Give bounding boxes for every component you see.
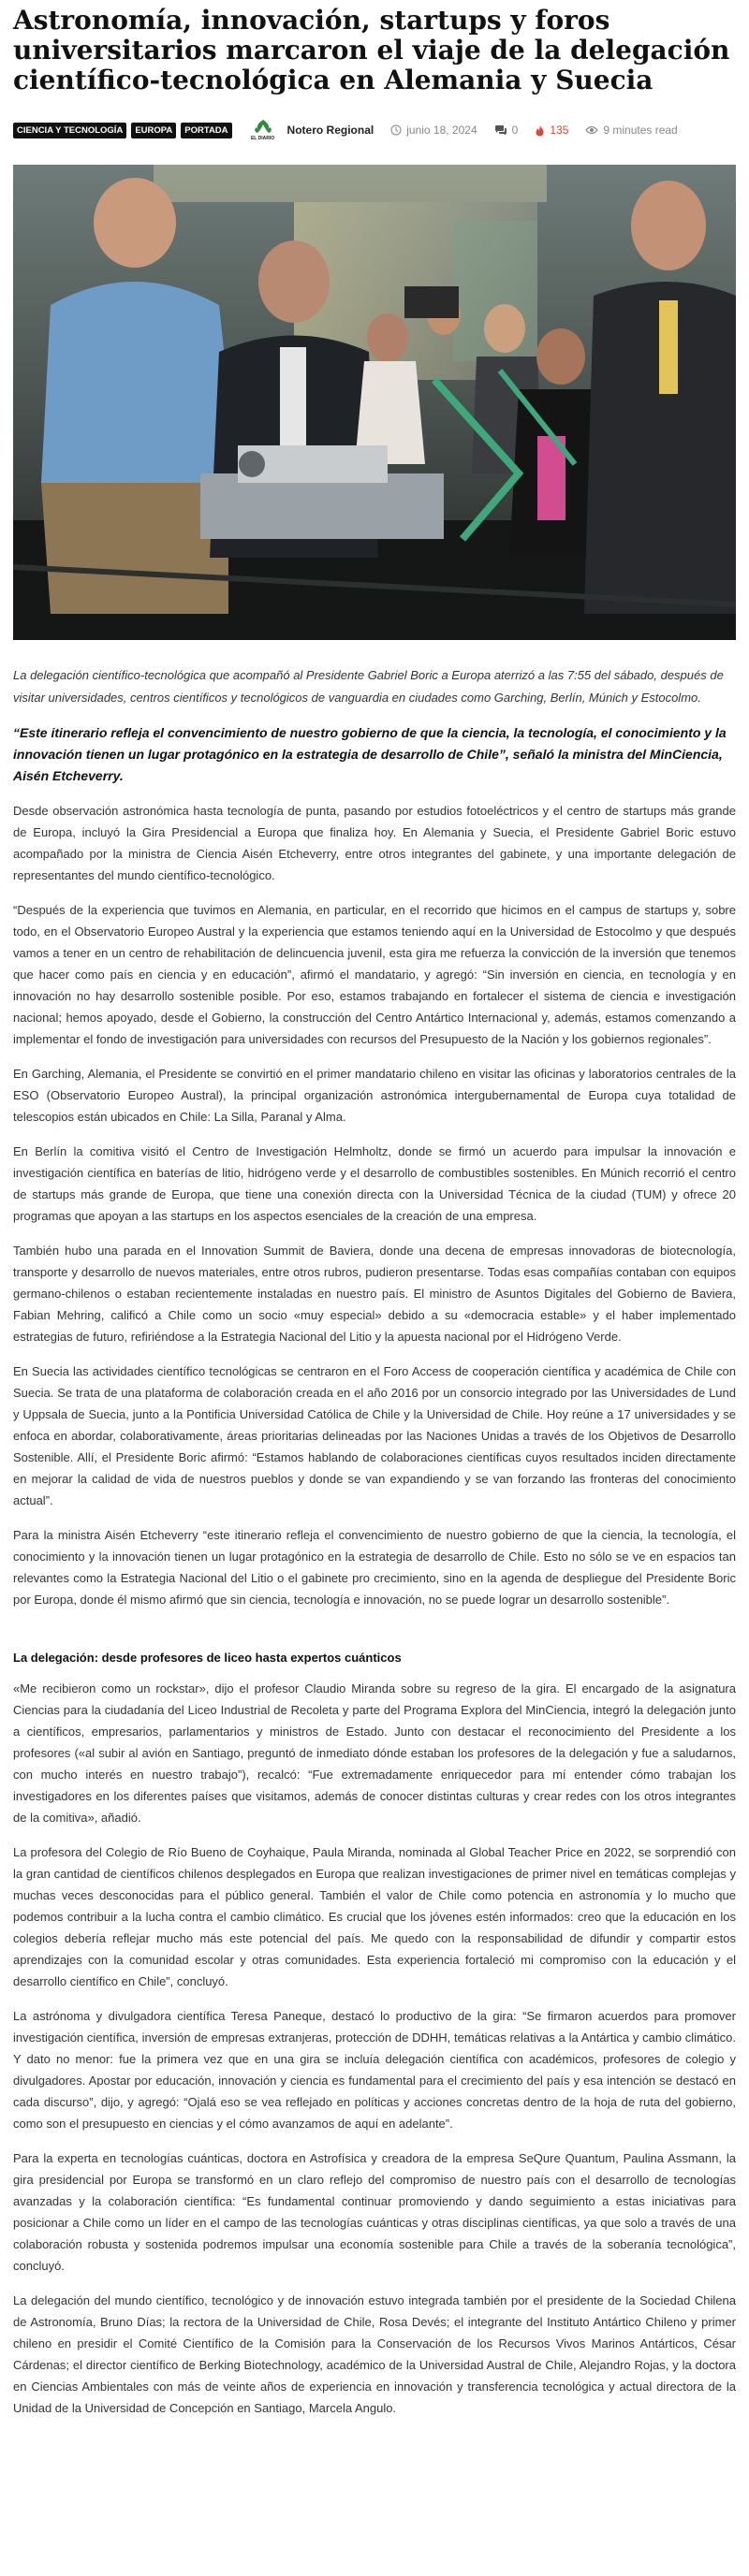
comment-count: 0 xyxy=(511,124,519,137)
photo-caption: La delegación científico-tecnológica que acompañó al Presidente Gabriel Boric a Europa aterrizó a las 7:55 del sábado, después de visitar universidades, centros científicos y tecnológicos de vanguardia en ciudades como Garching, Berlín, Múnich y Estocolmo. xyxy=(13,668,724,705)
paragraph: Desde observación astronómica hasta tecnología de punta, pasando por estudios fotoeléctricos y el centro de startups más grande de Europa, incluyó la Gira Presidencial a Europa que finaliza hoy. En Alemania y Suecia, el Presidente Gabriel Boric estuvo acompañado por la ministra de Ciencia Aisén Etcheverry, entre otros integrantes del gabinete, y una importante delegación de representantes del mundo científico-tecnológico. xyxy=(13,804,736,882)
date xyxy=(390,124,477,137)
date-text: junio 18, 2024 xyxy=(406,124,477,137)
paragraph: La astrónoma y divulgadora científica Teresa Paneque, destacó lo productivo de la gira: “Se firmaron acuerdos para promover investigación científica, inversión de empresas extranjeras, protección de DDHH, temáticas relativas a la Antártica y cambio climático. Y dato no menor: fue la primera vez que en una gira se incluía delegación científica con académicos, profesores de colegio y divulgadores. Apostar por educación, innovación y ciencia es fundamental para el crecimiento del país y esa intención se destacó en cada discurso”, dijo, y agregó: “Ojalá eso se vea reflejado en políticas y acciones concretas dentro de la hoja de ruta del gobierno, como son el presupuesto en ciencias y el cómo avanzamos de aquí en adelante”. xyxy=(13,2009,736,2131)
article xyxy=(13,0,736,2419)
paragraph: En Suecia las actividades científico tecnológicas se centraron en el Foro Access de cooperación científica y académica de Chile con Suecia. Se trata de una plataforma de colaboración creada en el año 2016 por un consorcio integrado por las Universidades de Lund y Uppsala de Suecia, junto a la Pontificia Universidad Católica de Chile y la Universidad de Chile. Hoy reúne a 17 universidades y se enfoca en abordar, colaborativamente, áreas prioritarias delineadas por las Naciones Unidas a través de los Objetivos de Desarrollo Sostenible. Allí, el Presidente Boric afirmó: “Estamos hablando de colaboraciones científicas cuyos resultados inciden directamente en mejorar la calidad de vida de nuestros pueblos y donde se van expandiendo y se van forzando las fronteras del conocimiento actual”. xyxy=(13,1364,736,1507)
view-count: 135 xyxy=(550,124,569,137)
paragraph: Para la experta en tecnologías cuánticas, doctora en Astrofísica y creadora de la empresa SeQure Quantum, Paulina Assmann, la gira presidencial por Europa se transformó en un claro reflejo del compromiso de nuestro país con el desarrollo de tecnologías avanzadas y la colaboración científica: “Es fundamental continuar promoviendo y dando seguimiento a estas iniciativas para posicionar a Chile como un líder en el campo de las tecnologías cuánticas y otras disciplinas científicas, ya que solo a través de una colaboración robusta y sostenida podremos impulsar una economía sostenible para Chile a través de la soberanía tecnológica”, concluyó. xyxy=(13,2151,736,2273)
tag-europa[interactable]: EUROPA xyxy=(131,123,176,138)
lead-quote-text: “Este itinerario refleja el convencimiento de nuestro gobierno de que la ciencia, la tecnología, el conocimiento y la innovación tienen un lugar protagónico en la estrategia de desarrollo de Chile” xyxy=(13,725,727,762)
paragraph: La delegación del mundo científico, tecnológico y de innovación estuvo integrada también por el presidente de la Sociedad Chilena de Astronomía, Bruno Días; la rectora de la Universidad de Chile, Rosa Devés; el integrante del Instituto Antártico Chileno y primer chileno en presidir el Comité Científico de la Comisión para la Conservación de los Recursos Vivos Marinos Antárticos, César Cárdenas; el director científico de Berking Biotechnology, académico de la Universidad Austral de Chile, Alejandro Rojas, y la doctora en Ciencias Ambientales con más de veinte años de experiencia en innovación y transferencia tecnológica y actual directora de la Unidad de la Universidad de Concepción en Santiago, Marcela Angulo. xyxy=(13,2293,736,2415)
tag-ciencia[interactable]: CIENCIA Y TECNOLOGÍA xyxy=(13,123,126,138)
article-photo[interactable] xyxy=(13,165,736,640)
read-time-text: 9 minutes read xyxy=(603,124,678,137)
article-meta xyxy=(13,118,736,142)
eye-icon xyxy=(585,125,598,135)
paragraph: En Garching, Alemania, el Presidente se convirtió en el primer mandatario chileno en visitar las oficinas y laboratorios centrales de la ESO (Observatorio Europeo Austral), la principal organización astronómica intergubernamental de Europa cuya totalidad de telescopios están ubicados en Chile: La Silla, Paranal y Alma. xyxy=(13,1067,736,1124)
comment-icon xyxy=(494,124,507,136)
paragraph: La profesora del Colegio de Río Bueno de Coyhaique, Paula Miranda, nominada al Global Teacher Price en 2022, se sorprendió con la gran cantidad de científicos chilenos desplegados en Europa que realizan investigaciones de primer nivel en temáticas complejas y muchas veces desconocidas para el público general. También el valor de Chile como potencia en astronomía y lo mucho que podemos contribuir a la lucha contra el cambio climático. Es crucial que los jóvenes estén informados: creo que la educación en los colegios debería reflejar mucho más este potencial del país. Me quedo con la responsabilidad de difundir y compartir estos aprendizajes con la comunidad escolar y otras comunidades. Esta experiencia fortaleció mi compromiso con la educación y el desarrollo científico en Chile”, concluyó. xyxy=(13,1845,736,1988)
tag-portada[interactable]: PORTADA xyxy=(181,123,231,138)
article-title: Astronomía, innovación, startups y foros universitarios marcaron el viaje de la delegación científico-tecnológica en Alemania y Suecia xyxy=(13,5,730,95)
views xyxy=(535,124,568,137)
section-heading: La delegación: desde profesores de liceo hasta expertos cuánticos xyxy=(13,1651,402,1665)
publisher-logo-text: EL DIARIO xyxy=(250,136,275,141)
paragraph: En Berlín la comitiva visitó el Centro de Investigación Helmholtz, donde se firmó un acuerdo para impulsar la innovación e investigación científica en baterías de litio, hidrógeno verde y el desarrollo de combustibles sostenibles. En Múnich recorrió el centro de startups más grande de Europa, que tiene una conexión directa con la Universidad Técnica de la ciudad (TUM) y ofrece 20 programas que apoyan a las startups en los aspectos esenciales de la creación de una empresa. xyxy=(13,1144,736,1223)
paragraph: “Después de la experiencia que tuvimos en Alemania, en particular, en el recorrido que hicimos en el campus de startups y, sobre todo, en el Observatorio Europeo Austral y la experiencia que estamos teniendo aquí en la Universidad de Estocolmo y que después vamos a tener en un centro de rehabilitación de delincuencia juvenil, esta gira me refuerza la convicción de la inversión que tenemos que hacer como país en ciencia y en educación”, afirmó el mandatario, y agregó: “Sin inversión en ciencia, en tecnología y en innovación no hay desarrollo sostenible posible. Por eso, estamos trabajando en fortalecer el sistema de ciencia e investigación nacional; hemos apoyado, desde el Gobierno, la construcción del Centro Antártico Internacional y, además, estamos comenzando a implementar el fondo de investigación para universidades con recursos del Presupuesto de la Nación y los gobiernos regionales”. xyxy=(13,903,736,1046)
paragraph: Para la ministra Aisén Etcheverry “este itinerario refleja el convencimiento de nuestro gobierno de que la ciencia, la tecnología, el conocimiento y la innovación tienen un lugar protagónico en la estrategia de desarrollo de Chile. Esto no sólo se ve en espacios tan relevantes como la Estrategia Nacional del Litio o el gabinete pro crecimiento, sino en la agenda de despliegue del Presidente Boric por Europa, donde él mismo afirmó que sin ciencia, tecnología e innovación, no se puede lograr un desarrollo sostenible”. xyxy=(13,1528,736,1607)
lead-quote xyxy=(13,722,736,787)
paragraph: «Me recibieron como un rockstar», dijo el profesor Claudio Miranda sobre su regreso de la gira. El encargado de la asignatura Ciencias para la ciudadanía del Liceo Industrial de Recoleta y parte del Programa Explora del MinCiencia, integró la delegación junto a científicos, empresarios, parlamentarios y ministros de Estado. Junto con destacar el reconocimiento del Presidente a los profesores («al subir al avión en Santiago, preguntó de inmediato dónde estaban los profesores de la delegación y fue a saludarnos, con mucho interés en nuestro trabajo”), recalcó: “Fue extremadamente enriquecedor para mí entender cómo trabajan los investigadores en los diferentes países que visitamos, además de conocer distintas culturas y crear redes con los otros integrantes de la comitiva», añadió. xyxy=(13,1681,736,1825)
lead-quote-attribution: , señaló la ministra del MinCiencia, Aisén Etcheverry. xyxy=(13,747,723,783)
paragraph: También hubo una parada en el Innovation Summit de Baviera, donde una decena de empresas innovadoras de biotecnología, transporte y desarrollo de nuevos materiales, entre otros rubros, pudieron presentarse. Todas esas compañías contaban con equipos germano-chilenos o estaban recientemente instaladas en nuestro país. El ministro de Asuntos Digitales del Gobierno de Baviera, Fabian Mehring, calificó a Chile como un socio «muy especial» debido a su «democracia estable» y el haber implementado estrategias de futuro, refiriéndose a la Estrategia Nacional del Litio y la apuesta nacional por el Hidrógeno Verde. xyxy=(13,1244,736,1344)
comments[interactable] xyxy=(494,124,519,137)
publisher-logo[interactable] xyxy=(248,118,278,142)
author-name[interactable]: Notero Regional xyxy=(286,124,374,137)
clock-icon xyxy=(390,124,402,136)
fire-icon xyxy=(535,124,545,137)
read-time xyxy=(585,124,677,137)
